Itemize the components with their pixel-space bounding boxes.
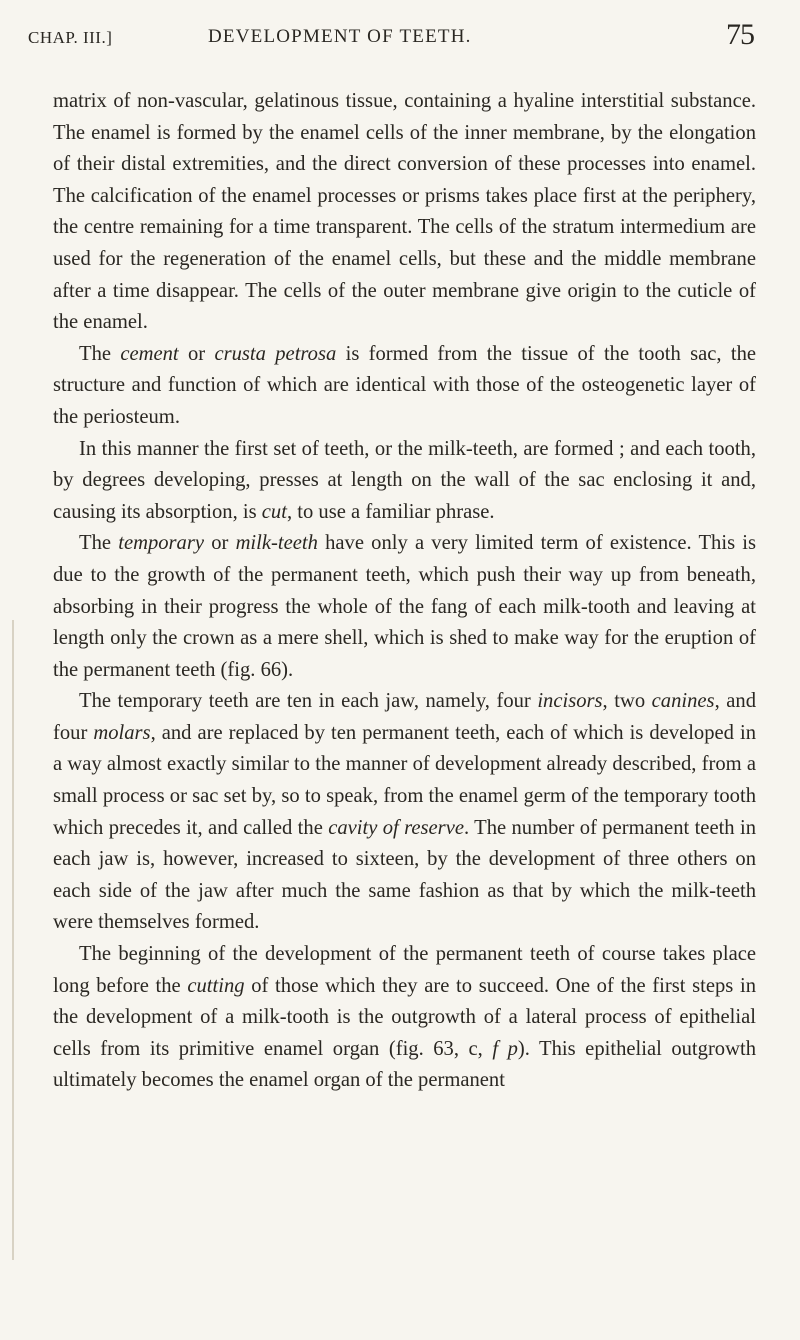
term-molars: molars (93, 721, 151, 744)
term-incisors: incisors (537, 690, 603, 713)
paragraph-1: matrix of non-vascular, gelatinous tissue, containing a hyaline interstitial substance. The enamel is formed by the enamel cells of the inner membrane, by the elongation of their distal extremities, and the direct conversion of these processes into enamel. The calcification of the enamel processes or prisms takes place first at the periphery, the centre remaining for a time transparent. The cells of the stratum intermedium are used for the regeneration of the enamel cells, but these and the middle membrane after a time disappear. The cells of the outer membrane give origin to the cuticle of the enamel. (53, 90, 756, 334)
text-run: In this manner the first set of teeth, or the milk-teeth, are formed ; and each tooth, by degrees developing, presses at length on the wall of the sac enclosing it and, causing its absorption, is (53, 437, 756, 523)
text-run: of those which they are to succeed. One of the first steps in the development of a milk-tooth is the outgrowth of a lateral process of epithelial cells from its primitive enamel organ (fig. 63, c, (53, 974, 756, 1060)
text-run: The temporary teeth are ten in each jaw, namely, four (79, 690, 538, 713)
term-crusta-petrosa: crusta petrosa (214, 342, 337, 365)
term-temporary: temporary (118, 532, 205, 555)
text-run: , and four (53, 690, 756, 744)
text-run: The beginning of the development of the permanent teeth of course takes place long before the (53, 943, 756, 997)
text-run: is formed from the tissue of the tooth sac, the structure and function of which are identical with those of the osteogenetic layer of the periosteum. (53, 342, 757, 428)
text-run: have only a very limited term of existence. This is due to the growth of the permanent teeth, which push their way up from beneath, absorbing in their progress the whole of the fang of each milk-tooth and leaving at length only the crown as a mere shell, which is shed to make way for the eruption of the permanent teeth (fig. 66). (53, 532, 757, 681)
body-text (53, 86, 756, 1097)
text-run: , and are replaced by ten permanent teeth, each of which is developed in a way almost exactly similar to the manner of development already described, from a small process or sac set by, so to speak, from the enamel germ of the temporary tooth which precedes it, and called the (53, 721, 756, 839)
paragraph-6 (53, 939, 756, 1097)
text-run: or (178, 342, 215, 365)
text-run: The (79, 532, 119, 555)
running-header (28, 18, 754, 58)
running-title: DEVELOPMENT OF TEETH. (208, 26, 472, 47)
term-cutting: cutting (187, 974, 245, 997)
page-edge-shadow (12, 620, 14, 1260)
text-run: , to use a familiar phrase. (286, 500, 495, 523)
paragraph-5 (53, 686, 756, 939)
term-milk-teeth: milk-teeth (235, 532, 318, 555)
term-cement: cement (120, 342, 179, 365)
term-cavity-of-reserve: cavity of reserve (328, 816, 464, 839)
text-run: The (79, 342, 121, 365)
text-run: or (204, 532, 236, 555)
text-run: , two (602, 690, 652, 713)
term-fp: f p (492, 1037, 518, 1060)
paragraph-3 (53, 434, 756, 529)
paragraph-2 (53, 339, 756, 434)
page-number: 75 (726, 18, 754, 51)
chapter-label: CHAP. III.] (28, 28, 113, 47)
term-canines: canines (651, 690, 715, 713)
text-run: ). This epithelial outgrowth ultimately becomes the enamel organ of the permanent (53, 1037, 756, 1092)
paragraph-4 (53, 528, 756, 686)
term-cut: cut (261, 500, 287, 523)
text-run: . The number of permanent teeth in each jaw is, however, increased to sixteen, by the development of three others on each side of the jaw after much the same fashion as that by which the milk-teeth were themselves formed. (53, 816, 756, 934)
